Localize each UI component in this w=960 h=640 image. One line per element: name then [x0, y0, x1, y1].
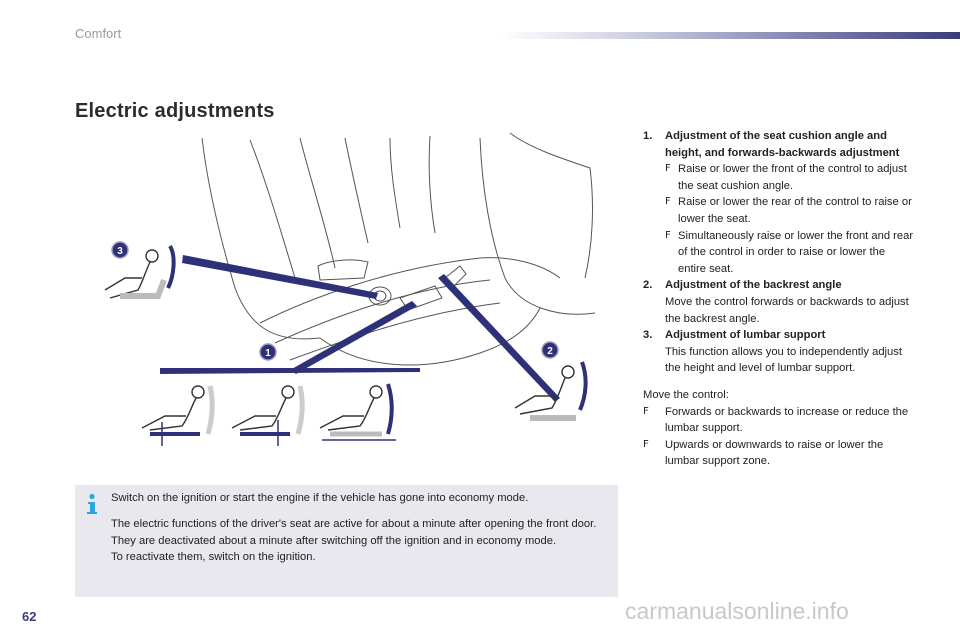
move-control-block	[643, 387, 915, 470]
item-text: This function allows you to independently adjust the height and level of lumbar support.	[665, 345, 902, 375]
seat-outline	[202, 133, 595, 365]
item-heading: Adjustment of the seat cushion angle and height, and forwards-backwards adjustment	[665, 130, 900, 159]
bullet-icon: F	[665, 196, 671, 208]
watermark: carmanualsonline.info	[625, 598, 849, 624]
item-text: Move the control forwards or backwards to adjust the backrest angle.	[665, 295, 909, 325]
list-item	[665, 194, 915, 227]
callout-1	[260, 344, 276, 360]
info-sentence: The electric functions of the driver's seat are active for about a minute after opening the front door. They are deactivated about a minute after switching off the ignition and in economy mode.	[111, 518, 597, 547]
item-number: 1.	[643, 130, 653, 142]
section-label: Comfort	[75, 26, 122, 41]
sub-text: Simultaneously raise or lower the front and rear of the control in order to raise or lower the entire seat.	[678, 229, 914, 275]
header-bar	[500, 32, 960, 39]
callout-3-label: 3	[117, 246, 123, 257]
bullet-icon: F	[643, 405, 649, 417]
sub-text: Upwards or downwards to raise or lower the lumbar support zone.	[665, 438, 884, 468]
instruction-item-2	[643, 277, 915, 327]
info-icon	[85, 493, 99, 515]
bullet-icon: F	[665, 229, 671, 241]
sub-text: Raise or lower the rear of the control to raise or lower the seat.	[678, 196, 912, 225]
seat-forwards-backwards-icon	[320, 384, 396, 440]
callout-1-label: 1	[265, 348, 271, 359]
list-item	[665, 228, 915, 278]
instruction-item-3	[643, 327, 915, 377]
sub-text: Forwards or backwards to increase or reduce the lumbar support.	[665, 405, 909, 435]
callout-2	[542, 342, 558, 358]
seat-height-icon	[232, 386, 302, 446]
list-item	[643, 404, 915, 437]
item-heading: Adjustment of lumbar support	[665, 329, 826, 342]
instructions	[643, 128, 915, 470]
info-paragraph	[111, 516, 606, 565]
info-paragraph: Switch on the ignition or start the engine if the vehicle has gone into economy mode.	[111, 492, 529, 504]
seat-cushion-angle-icon	[142, 386, 212, 446]
seat-diagram-icon	[90, 128, 610, 458]
bullet-icon: F	[643, 438, 649, 450]
item-number: 3.	[643, 329, 653, 342]
page-number: 62	[22, 609, 37, 624]
callout-2-label: 2	[547, 346, 553, 357]
callout-3	[112, 242, 128, 258]
bullet-icon: F	[665, 163, 671, 175]
move-intro: Move the control:	[643, 388, 729, 401]
list-item	[643, 437, 915, 470]
info-box	[75, 485, 618, 597]
info-sentence: To reactivate them, switch on the ignition.	[111, 551, 316, 564]
page-title: Electric adjustments	[75, 100, 275, 122]
instruction-item-1	[643, 128, 915, 277]
info-text	[111, 490, 606, 566]
item-number: 2.	[643, 279, 653, 292]
pointer-lines	[160, 255, 560, 402]
item-heading: Adjustment of the backrest angle	[665, 279, 842, 292]
list-item	[665, 161, 915, 194]
sub-text: Raise or lower the front of the control to adjust the seat cushion angle.	[678, 163, 907, 192]
